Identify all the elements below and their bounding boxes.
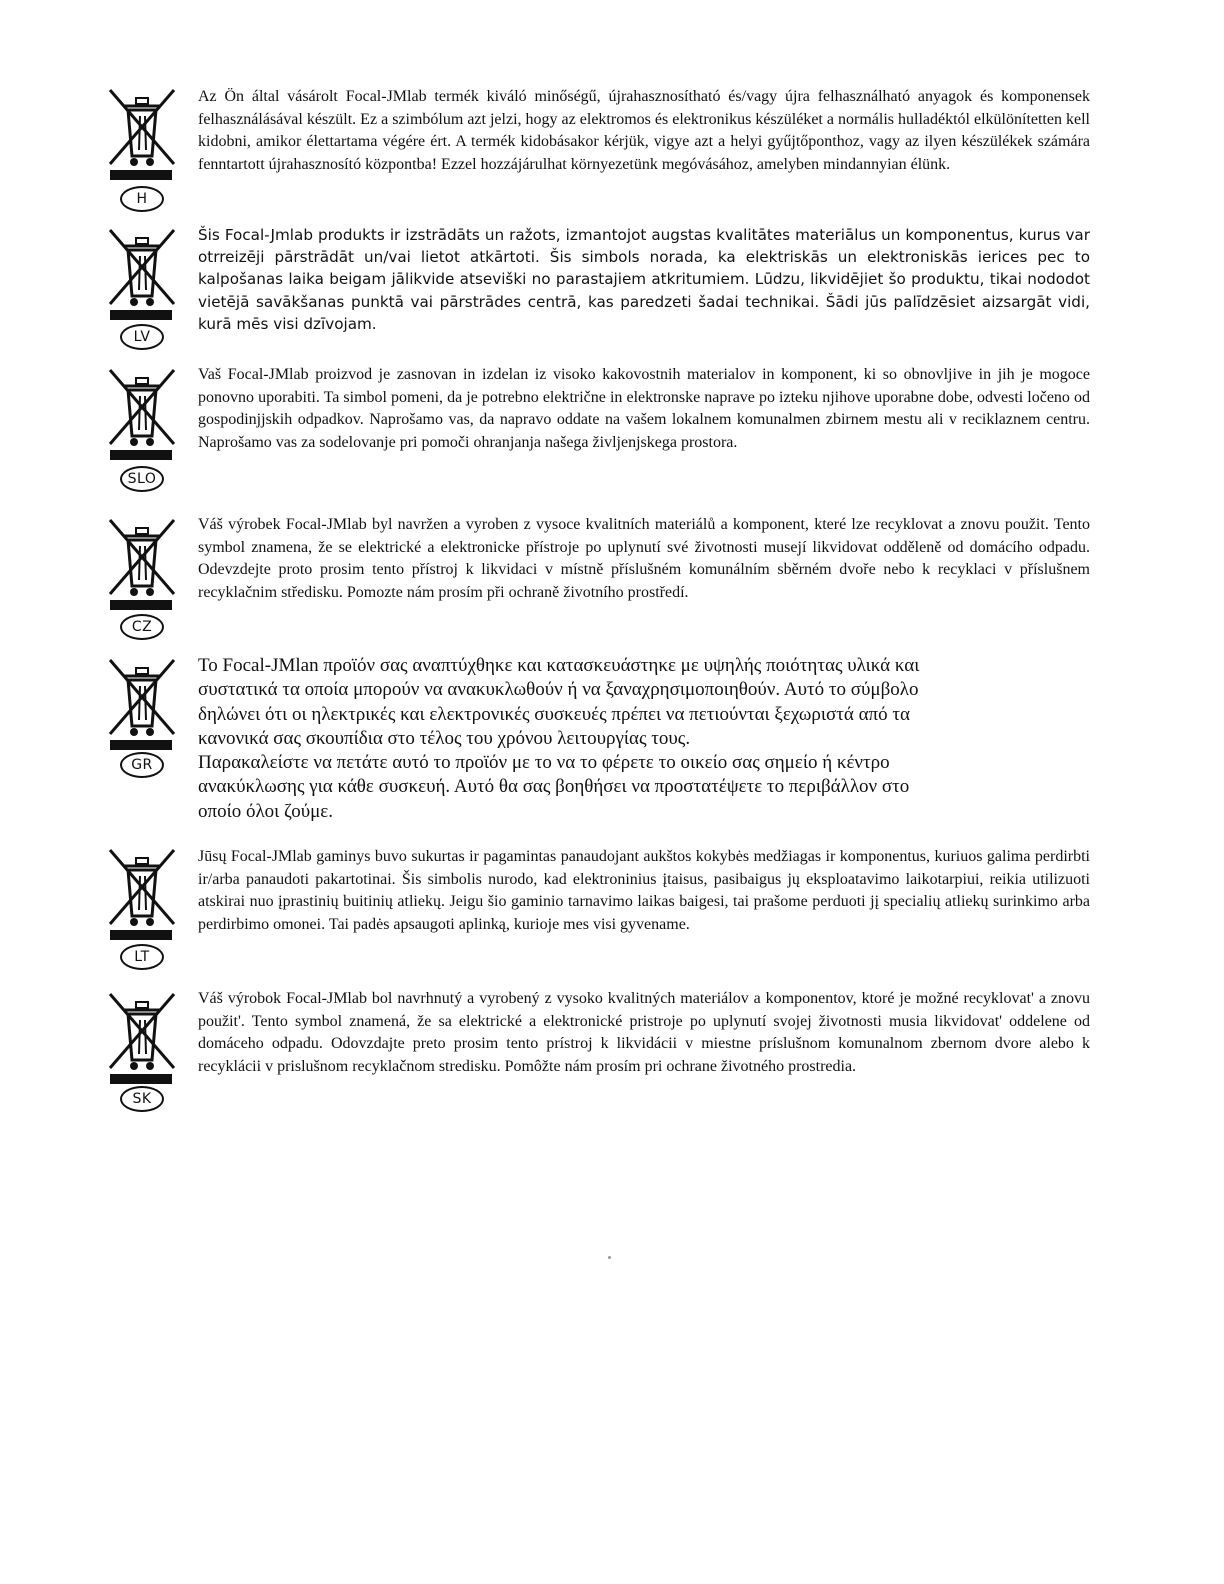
greek-line: οποίο όλοι ζούμε. xyxy=(198,800,334,822)
greek-line: κανονικά σας σκουπίδια στο τέλος του χρόνου λειτουργίας τους. xyxy=(198,727,691,749)
country-code-badge: SK xyxy=(120,1086,164,1112)
weee-crossed-bin-icon xyxy=(104,224,184,364)
country-code-badge: GR xyxy=(120,752,164,778)
greek-line: ανακύκλωσης για κάθε συσκευή. Αυτό θα σας βοηθήσει να προστατέψετε το περιβάλλον στο xyxy=(198,776,910,798)
weee-crossed-bin-icon xyxy=(104,84,184,224)
greek-line: To Focal-JMlan προϊόν σας αναπτύχθηκε και κατασκευάστηκε με υψηλής ποιότητας υλικά και xyxy=(198,655,920,676)
country-code-badge: LV xyxy=(120,324,164,350)
country-code-badge: CZ xyxy=(120,614,164,640)
weee-crossed-bin-icon xyxy=(104,514,184,654)
paragraph-slovenian: Vaš Focal-JMlab proizvod je zasnovan in izdelan iz visoko kakovostnih materialov in komponent, ki so obnovljive in jih je mogoce ponovno uporabiti. Ta simbol pomeni, da je potrebno električne in elektronske naprave po izteku njihove uporabne dobe, odvesti ločeno od gospodinjjskih odpadkov. Naprošamo vas, da napravo oddate na vašem lokalnem komunalmen zbirnem mestu ali v reciklaznem centru. Naprošamo vas za sodelovanje pri pomoči ohranjanja našega življenjskega prostora. xyxy=(198,366,1090,451)
greek-line: δηλώνει ότι οι ηλεκτρικές και ελεκτρονικές συσκευές πρέπει να πετιούνται ξεχωριστά από τα xyxy=(198,703,910,725)
weee-crossed-bin-icon xyxy=(104,654,184,794)
paragraph-czech: Váš výrobek Focal-JMlab byl navržen a vyroben z vysoce kvalitních materiálů a komponent, které lze recyklovat a znovu použit. Tento symbol znamena, že se elektrické a elektronicke přístroje po uplynutí své životnosti musejí likvidovat odděleně od domácího odpadu. Odevzdejte proto prosim tento přístroj k likvidaci v místně příslušném komunálním sběrném dvoře nebo k recyklaci v příslušnem recyklačnim středisku. Pomozte nám prosím při ochraně životního prostředí. xyxy=(198,516,1090,601)
paragraph-slovak: Váš výrobok Focal-JMlab bol navrhnutý a vyrobený z vysoko kvalitných materiálov a komponentov, ktoré je možné recyklovat' a znovu použit'. Tento symbol znamená, že sa elektrické a elektronické pristroje po uplynutí svojej životnosti musia likvidovat' oddelene od domáceho odpadu. Odovzdajte preto prosim tento prístroj k likvidácii v miestne príslušnom komunalnom zbernom dvore alebo k recyklácii v prislušnom recyklačnom stredisku. Pomôžte nám prosím pri ochrane životného prostredia. xyxy=(198,990,1090,1075)
country-code-badge: LT xyxy=(120,944,164,970)
scan-speck xyxy=(608,1256,611,1259)
weee-crossed-bin-icon xyxy=(104,844,184,984)
paragraph-latvian: Šis Focal-Jmlab produkts ir izstrādāts un ražots, izmantojot augstas kvalitātes materiālus un komponentus, kurus var otrreizēji pārstrādāt un/vai lietot atkārtoti. Šis simbols norada, ka elektriskās un elektroniskās ierices pec to kalpošanas laika beigam jālikvide atseviški no parastajiem atkritumiem. Lūdzu, likvidējiet šo produktu, tikai nododot vietējā savākšanas punktā vai pārstrādes centrā, kas paredzeti šadai technikai. Šādi jūs palīdzēsiet aizsargāt vidi, kurā mēs visi dzīvojam. xyxy=(198,226,1090,333)
paragraph-greek xyxy=(198,654,1098,824)
paragraph-lithuanian: Jūsų Focal-JMlab gaminys buvo sukurtas ir pagamintas panaudojant aukštos kokybės medžiagas ir komponentus, kuriuos galima perdirbti ir/arba panaudoti pakartotinai. Šis simbolis nurodo, kad elektroninius įtaisus, pasibaigus jų eksploatavimo laikotarpiui, reikia utilizuoti atskirai nuo įprastinių buitinių atliekų. Jeigu šio gaminio tarnavimo laikas baigesi, tai prašome perduoti jį specialių atliekų surinkimo arba perdirbimo omonei. Tai padės apsaugoti aplinką, kurioje mes visi gyvename. xyxy=(198,848,1090,933)
greek-line: Παρακαλείστε να πετάτε αυτό το προϊόν με το να το φέρετε το οικείο σας σημείο ή κέντρο xyxy=(198,752,890,774)
country-code-badge: H xyxy=(120,186,164,212)
paragraph-hungarian: Az Ön által vásárolt Focal-JMlab termék kiváló minőségű, újrahasznosítható és/vagy újra felhasználható anyagok és komponensek felhasználásával készült. Ez a szimbólum azt jelzi, hogy az elektromos és elektronikus készüléket a normális hulladéktól elkülönítetten kell kidobni, amikor élettartama végére ért. A termék kidobásakor kérjük, vigye azt a helyi gyűjtőponthoz, vagy az ilyen készülékek számára fenntartott újrahasznosító központba! Ezzel hozzájárulhat környezetünk megóvásához, amelyben mindannyian élünk. xyxy=(198,88,1090,173)
weee-crossed-bin-icon xyxy=(104,364,184,504)
weee-crossed-bin-icon xyxy=(104,988,184,1128)
country-code-badge: SLO xyxy=(120,466,164,492)
greek-line: συστατικά τα οποία μπορούν να ανακυκλωθούν ή να ξαναχρησιμοποιηθούν. Αυτό το σύμβολο xyxy=(198,679,919,701)
